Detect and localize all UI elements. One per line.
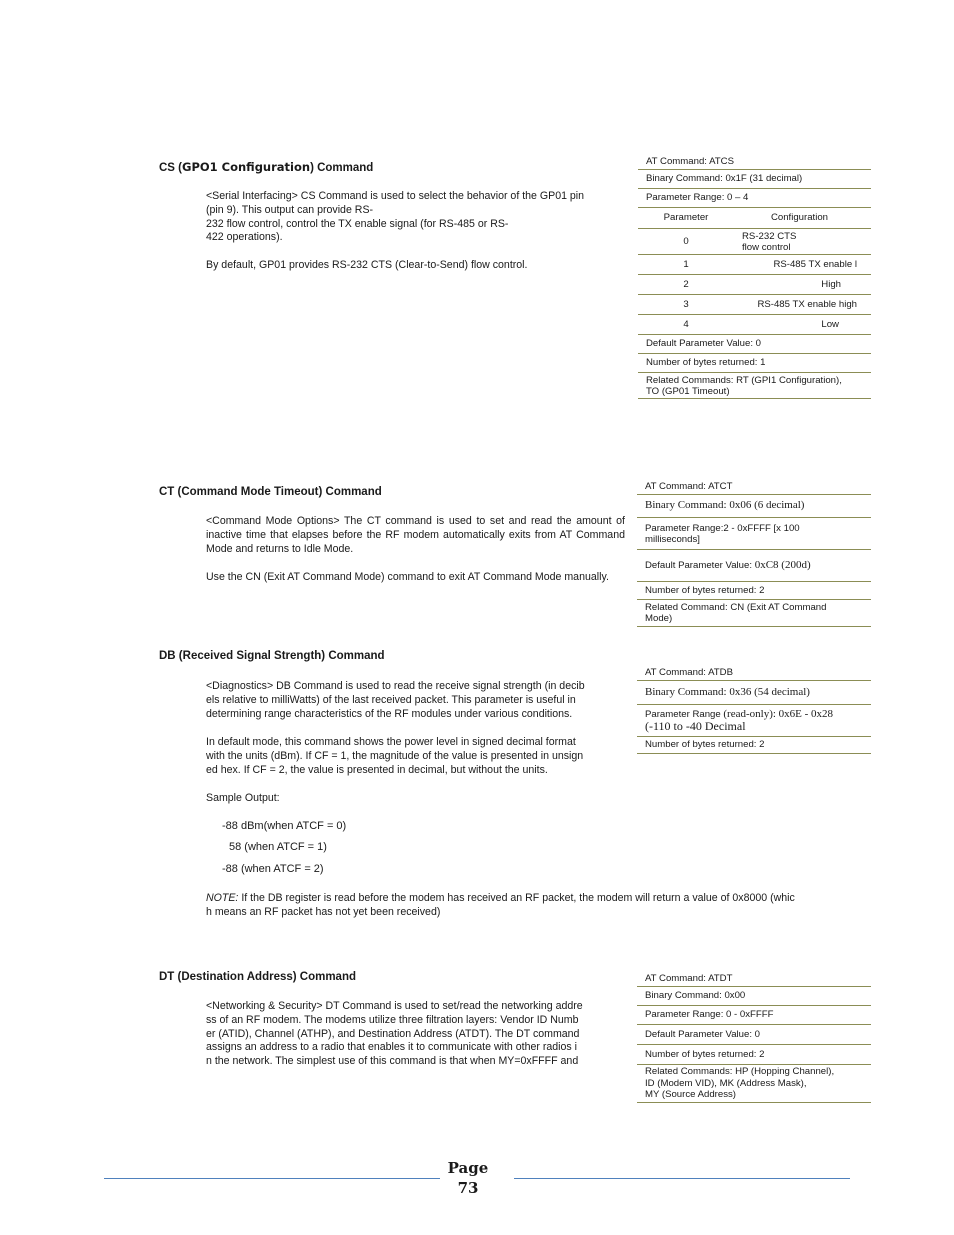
ct-related-command: Related Command: CN (Exit AT Command Mode): [637, 600, 871, 627]
cs-param-value: 4: [683, 318, 689, 330]
cs-col-configuration: Configuration: [770, 212, 829, 224]
ct-parameter-table: [637, 480, 871, 627]
cs-config-value: RS-485 TX enable l: [773, 258, 857, 270]
db-note: [206, 892, 866, 920]
ct-default-value: 0xC8 (200d): [754, 558, 811, 571]
ct-default-row: [637, 550, 871, 582]
cs-default-note: By default, GP01 provides RS-232 CTS (Clear-to-Send) flow control.: [206, 259, 528, 271]
ct-bytes-returned: Number of bytes returned: 2: [637, 582, 871, 600]
dt-binary-command: Binary Command: 0x00: [637, 987, 871, 1006]
cs-param-value: 2: [683, 278, 689, 290]
cs-param-header-row: [638, 208, 871, 229]
cs-heading: [159, 160, 373, 174]
dt-parameter-range: Parameter Range: 0 - 0xFFFF: [637, 1006, 871, 1025]
cs-col-parameter: Parameter: [663, 212, 709, 224]
ct-heading: CT (Command Mode Timeout) Command: [159, 486, 382, 498]
cs-bytes-returned: Number of bytes returned: 1: [638, 354, 871, 373]
cs-config-value: High: [821, 278, 841, 290]
db-default-mode: In default mode, this command shows the power level in signed decimal format with the units (dBm). If CF = 1, the magnitude of the value is presented in unsign ed hex. If CF = 2, the value is presented in decimal, but without the units.: [206, 736, 584, 776]
ct-parameter-range: Parameter Range:2 - 0xFFFF [x 100 milliseconds]: [637, 518, 871, 550]
db-at-command: AT Command: ATDB: [637, 665, 871, 681]
cs-param-row: [638, 255, 871, 275]
cs-at-command: AT Command: ATCS: [638, 154, 871, 170]
dt-default-value: Default Parameter Value: 0: [637, 1025, 871, 1045]
cs-heading-post: ) Command: [310, 162, 374, 174]
dt-description: <Networking & Security> DT Command is used to set/read the networking addre ss of an RF modem. The modems utilize three filtration layers: Vendor ID Numb er (ATID), Channel (ATHP), and Destination Address (ATDT). The DT command assigns an address to a radio that enables it to communicate with other radios i n the network. The simplest use of this command is that when MY=0xFFFF and: [206, 1000, 583, 1068]
db-heading: DB (Received Signal Strength) Command: [159, 650, 385, 662]
cs-param-row: [638, 229, 871, 255]
dt-parameter-table: [637, 971, 871, 1103]
db-sample-output-1: -88 dBm(when ATCF = 0): [222, 820, 347, 832]
cs-heading-pre: CS (: [159, 162, 182, 174]
cs-param-value: 3: [683, 298, 689, 310]
cs-parameter-table: [638, 154, 871, 399]
db-sample-output-3: -88 (when ATCF = 2): [222, 863, 324, 875]
footer-rule-left: [104, 1178, 440, 1179]
cs-description: <Serial Interfacing> CS Command is used to select the behavior of the GP01 pin (pin 9). This output can provide RS- 232 flow control, control the TX enable signal (for RS-485 or RS- 422 operations).: [206, 190, 585, 244]
db-parameter-table: [637, 665, 871, 754]
ct-binary-command: Binary Command: 0x06 (6 decimal): [637, 495, 871, 518]
page-number: Page 73: [447, 1159, 489, 1197]
ct-exit-note: Use the CN (Exit AT Command Mode) command to exit AT Command Mode manually.: [206, 571, 609, 583]
cs-config-value: Low: [821, 318, 839, 330]
ct-default-label: Default Parameter Value:: [645, 559, 753, 571]
db-note-text: If the DB register is read before the modem has received an RF packet, the modem will return a value of 0x8000 (whic h means an RF packet has not yet been received): [206, 892, 795, 918]
db-note-label: NOTE:: [206, 892, 239, 904]
dt-bytes-returned: Number of bytes returned: 2: [637, 1045, 871, 1065]
cs-param-row: [638, 315, 871, 335]
dt-at-command: AT Command: ATDT: [637, 971, 871, 987]
ct-description: <Command Mode Options> The CT command is used to set and read the amount of inactive time that elapses before the RF modem automatically exits from AT Command Mode and returns to Idle Mode.: [206, 515, 625, 555]
dt-heading: DT (Destination Address) Command: [159, 971, 357, 983]
db-description: <Diagnostics> DB Command is used to read the receive signal strength (in decib els relative to milliWatts) of the last received packet. This parameter is useful in determining range characteristics of the RF modules under various conditions.: [206, 680, 585, 720]
db-sample-label: Sample Output:: [206, 792, 280, 804]
cs-default-value: Default Parameter Value: 0: [638, 335, 871, 354]
cs-related-commands: Related Commands: RT (GPI1 Configuration), TO (GP01 Timeout): [638, 373, 871, 399]
ct-at-command: AT Command: ATCT: [637, 480, 871, 495]
db-sample-output-2: 58 (when ATCF = 1): [229, 841, 327, 853]
cs-param-value: 1: [683, 258, 689, 270]
cs-parameter-range: Parameter Range: 0 – 4: [638, 189, 871, 208]
db-parameter-range-value: (read-only): 0x6E - 0x28: [723, 708, 834, 720]
cs-param-row: [638, 275, 871, 295]
db-parameter-range-label: Parameter Range: [645, 709, 724, 720]
cs-config-value: RS-485 TX enable high: [757, 298, 857, 310]
cs-heading-bold: GPO1 Configuration: [182, 160, 311, 174]
cs-binary-command: Binary Command: 0x1F (31 decimal): [638, 170, 871, 189]
cs-param-row: [638, 295, 871, 315]
cs-param-value: 0: [683, 235, 689, 247]
db-binary-command: Binary Command: 0x36 (54 decimal): [637, 681, 871, 705]
footer-rule-right: [514, 1178, 850, 1179]
db-parameter-range: [637, 705, 871, 737]
db-bytes-returned: Number of bytes returned: 2: [637, 737, 871, 754]
cs-config-value: RS-232 CTS flow control: [742, 230, 797, 253]
db-parameter-range-decimal: (-110 to -40 Decimal: [645, 718, 746, 733]
dt-related-commands: Related Commands: HP (Hopping Channel), ID (Modem VID), MK (Address Mask), MY (Source Address): [637, 1065, 871, 1103]
